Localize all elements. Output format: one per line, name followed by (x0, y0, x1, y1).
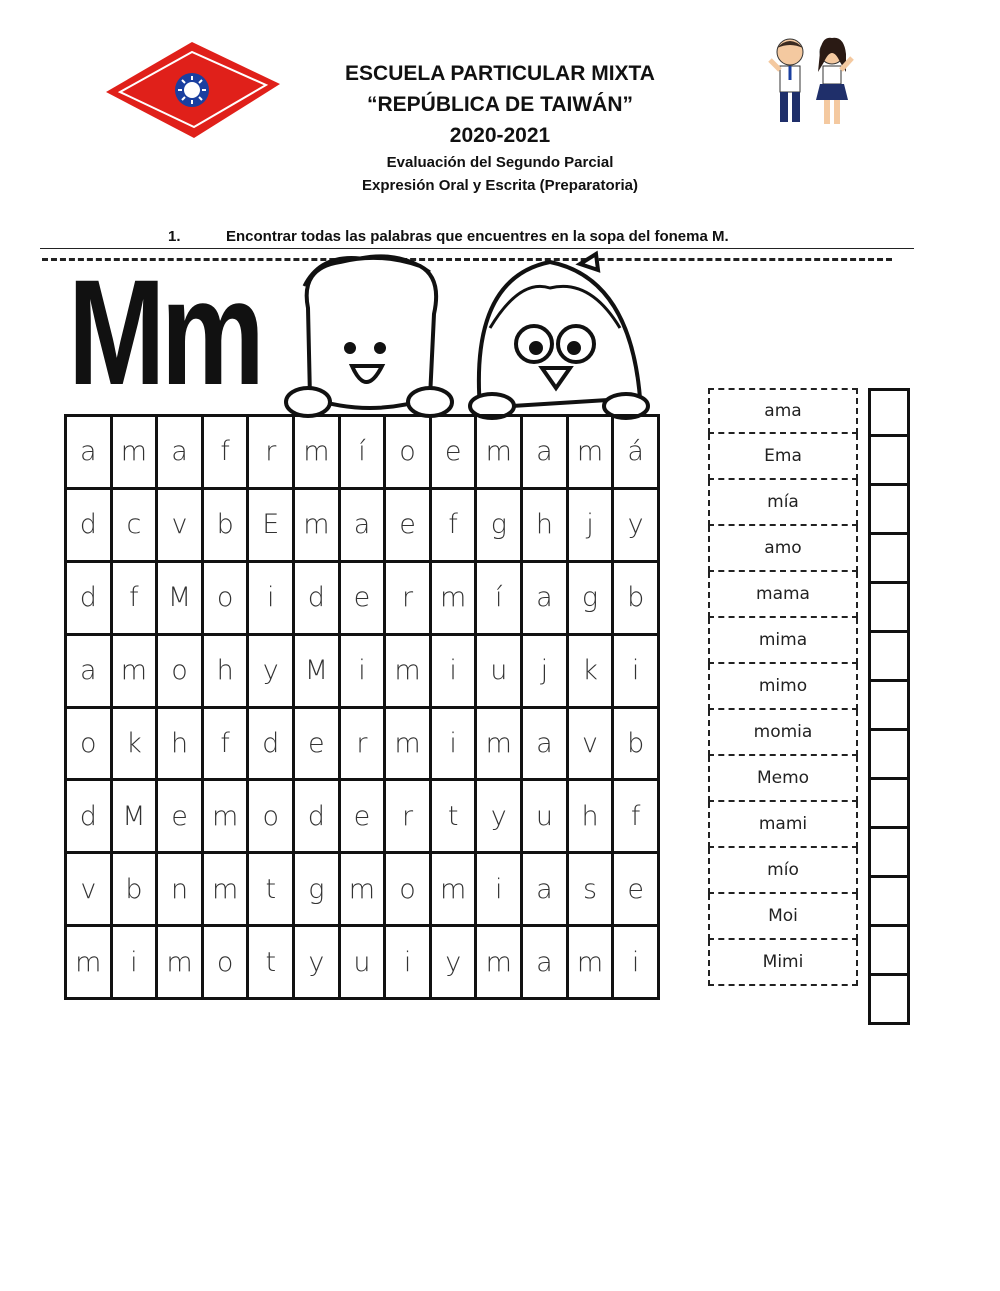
grid-cell[interactable]: i (430, 707, 476, 780)
grid-cell[interactable]: o (66, 707, 112, 780)
grid-cell[interactable]: t (248, 926, 294, 999)
grid-cell[interactable]: m (294, 416, 340, 489)
grid-cell[interactable]: m (430, 561, 476, 634)
grid-cell[interactable]: d (294, 780, 340, 853)
grid-cell[interactable]: M (294, 634, 340, 707)
word-checkbox[interactable] (868, 584, 910, 633)
big-letters-mm: Mm (68, 248, 261, 416)
grid-cell[interactable]: c (111, 488, 157, 561)
word-checkbox[interactable] (868, 731, 910, 780)
grid-cell[interactable]: a (522, 853, 568, 926)
word-list (708, 388, 858, 986)
grid-cell[interactable]: a (522, 416, 568, 489)
grid-cell[interactable]: h (522, 488, 568, 561)
grid-cell[interactable]: j (522, 634, 568, 707)
word-checkbox[interactable] (868, 780, 910, 829)
grid-cell[interactable]: i (613, 634, 659, 707)
word-item: Memo (708, 756, 858, 802)
grid-cell[interactable]: a (339, 488, 385, 561)
grid-cell[interactable]: r (248, 416, 294, 489)
grid-cell[interactable]: m (567, 416, 613, 489)
document-header (250, 58, 750, 197)
grid-cell[interactable]: k (111, 707, 157, 780)
word-item: mimo (708, 664, 858, 710)
school-year: 2020-2021 (449, 124, 551, 147)
grid-cell[interactable]: d (66, 561, 112, 634)
instruction-line (40, 226, 914, 249)
grid-cell[interactable]: i (385, 926, 431, 999)
grid-cell[interactable]: v (66, 853, 112, 926)
word-item: mami (708, 802, 858, 848)
grid-cell[interactable]: e (294, 707, 340, 780)
word-checkbox[interactable] (868, 682, 910, 731)
grid-cell[interactable]: e (339, 561, 385, 634)
grid-cell[interactable]: d (66, 780, 112, 853)
grid-row (66, 488, 659, 561)
grid-cell[interactable]: m (385, 707, 431, 780)
grid-cell[interactable]: h (202, 634, 248, 707)
word-checkbox[interactable] (868, 878, 910, 927)
grid-cell[interactable]: a (66, 416, 112, 489)
grid-cell[interactable]: o (248, 780, 294, 853)
grid-cell[interactable]: u (339, 926, 385, 999)
grid-cell[interactable]: t (430, 780, 476, 853)
grid-cell[interactable]: i (430, 634, 476, 707)
word-item: momia (708, 710, 858, 756)
grid-cell[interactable]: a (522, 926, 568, 999)
grid-cell[interactable]: o (157, 634, 203, 707)
grid-cell[interactable]: y (476, 780, 522, 853)
grid-cell[interactable]: b (613, 561, 659, 634)
grid-cell[interactable]: á (613, 416, 659, 489)
grid-cell[interactable]: r (385, 561, 431, 634)
grid-row (66, 634, 659, 707)
grid-cell[interactable]: e (339, 780, 385, 853)
school-name: ESCUELA PARTICULAR MIXTA (345, 62, 655, 85)
grid-cell[interactable]: o (202, 926, 248, 999)
word-item: mía (708, 480, 858, 526)
grid-cell[interactable]: í (476, 561, 522, 634)
grid-row (66, 853, 659, 926)
grid-cell[interactable]: a (522, 707, 568, 780)
grid-cell[interactable]: M (157, 561, 203, 634)
grid-cell[interactable]: k (567, 634, 613, 707)
grid-cell[interactable]: g (567, 561, 613, 634)
grid-cell[interactable]: y (294, 926, 340, 999)
word-checkbox[interactable] (868, 927, 910, 976)
girl-student-icon (816, 38, 852, 124)
grid-cell[interactable]: t (248, 853, 294, 926)
grid-cell[interactable]: m (202, 853, 248, 926)
grid-cell[interactable]: d (294, 561, 340, 634)
grid-cell[interactable]: h (157, 707, 203, 780)
grid-row (66, 561, 659, 634)
evaluation-title: Evaluación del Segundo Parcial (386, 154, 614, 171)
grid-cell[interactable]: r (385, 780, 431, 853)
grid-cell[interactable]: f (613, 780, 659, 853)
grid-cell[interactable]: f (111, 561, 157, 634)
grid-cell[interactable]: s (567, 853, 613, 926)
grid-cell[interactable]: m (430, 853, 476, 926)
grid-cell[interactable]: m (66, 926, 112, 999)
word-checkbox[interactable] (868, 486, 910, 535)
instruction-text: Encontrar todas las palabras que encuentres en la sopa del fonema M. (226, 228, 729, 245)
grid-cell[interactable]: f (202, 416, 248, 489)
grid-cell[interactable]: n (157, 853, 203, 926)
grid-cell[interactable]: e (385, 488, 431, 561)
grid-cell[interactable]: u (522, 780, 568, 853)
grid-cell[interactable]: í (339, 416, 385, 489)
grid-cell[interactable]: r (339, 707, 385, 780)
grid-cell[interactable]: y (613, 488, 659, 561)
grid-cell[interactable]: j (567, 488, 613, 561)
monster-left-icon (286, 256, 452, 416)
grid-cell[interactable]: m (294, 488, 340, 561)
grid-cell[interactable]: f (430, 488, 476, 561)
word-checkbox[interactable] (868, 829, 910, 878)
boy-student-icon (770, 39, 803, 122)
grid-cell[interactable]: m (157, 926, 203, 999)
grid-cell[interactable]: e (613, 853, 659, 926)
word-checkbox[interactable] (868, 388, 910, 437)
grid-cell[interactable]: i (111, 926, 157, 999)
grid-row (66, 416, 659, 489)
grid-cell[interactable]: g (294, 853, 340, 926)
word-checkbox[interactable] (868, 976, 910, 1025)
word-item: ama (708, 388, 858, 434)
grid-cell[interactable]: e (430, 416, 476, 489)
grid-cell[interactable]: i (248, 561, 294, 634)
grid-cell[interactable]: f (202, 707, 248, 780)
monsters-illustration (280, 248, 660, 420)
grid-cell[interactable]: m (111, 416, 157, 489)
students-illustration (760, 32, 860, 132)
subject-title: Expresión Oral y Escrita (Preparatoria) (362, 177, 638, 194)
grid-row (66, 926, 659, 999)
grid-cell[interactable]: m (476, 416, 522, 489)
monster-right-icon (470, 254, 648, 418)
grid-cell[interactable]: e (157, 780, 203, 853)
word-checkbox[interactable] (868, 633, 910, 682)
grid-cell[interactable]: h (567, 780, 613, 853)
word-item: Mimi (708, 940, 858, 986)
grid-cell[interactable]: m (202, 780, 248, 853)
word-item: Ema (708, 434, 858, 480)
grid-cell[interactable]: m (111, 634, 157, 707)
grid-cell[interactable]: m (385, 634, 431, 707)
word-checkbox[interactable] (868, 437, 910, 486)
word-item: mima (708, 618, 858, 664)
grid-cell[interactable]: u (476, 634, 522, 707)
grid-cell[interactable]: i (613, 926, 659, 999)
grid-cell[interactable]: b (111, 853, 157, 926)
grid-cell[interactable]: o (385, 416, 431, 489)
grid-cell[interactable]: y (248, 634, 294, 707)
grid-cell[interactable]: d (66, 488, 112, 561)
grid-cell[interactable]: d (248, 707, 294, 780)
grid-row (66, 780, 659, 853)
grid-cell[interactable]: g (476, 488, 522, 561)
grid-cell[interactable]: o (385, 853, 431, 926)
grid-cell[interactable]: i (476, 853, 522, 926)
grid-cell[interactable]: b (613, 707, 659, 780)
instruction-number: 1. (168, 228, 181, 245)
word-item: mama (708, 572, 858, 618)
grid-cell[interactable]: a (522, 561, 568, 634)
grid-cell[interactable]: E (248, 488, 294, 561)
grid-cell[interactable]: b (202, 488, 248, 561)
grid-cell[interactable]: m (476, 707, 522, 780)
grid-cell[interactable]: a (157, 416, 203, 489)
word-item: Moi (708, 894, 858, 940)
word-item: amo (708, 526, 858, 572)
grid-cell[interactable]: m (567, 926, 613, 999)
grid-cell[interactable]: i (339, 634, 385, 707)
school-title: “REPÚBLICA DE TAIWÁN” (367, 93, 633, 116)
checkbox-column (868, 388, 910, 1025)
grid-cell[interactable]: M (111, 780, 157, 853)
word-checkbox[interactable] (868, 535, 910, 584)
grid-cell[interactable]: v (157, 488, 203, 561)
word-item: mío (708, 848, 858, 894)
grid-cell[interactable]: v (567, 707, 613, 780)
grid-cell[interactable]: m (476, 926, 522, 999)
word-search-grid (64, 414, 660, 1000)
grid-cell[interactable]: a (66, 634, 112, 707)
grid-cell[interactable]: y (430, 926, 476, 999)
grid-cell[interactable]: m (339, 853, 385, 926)
grid-cell[interactable]: o (202, 561, 248, 634)
grid-row (66, 707, 659, 780)
